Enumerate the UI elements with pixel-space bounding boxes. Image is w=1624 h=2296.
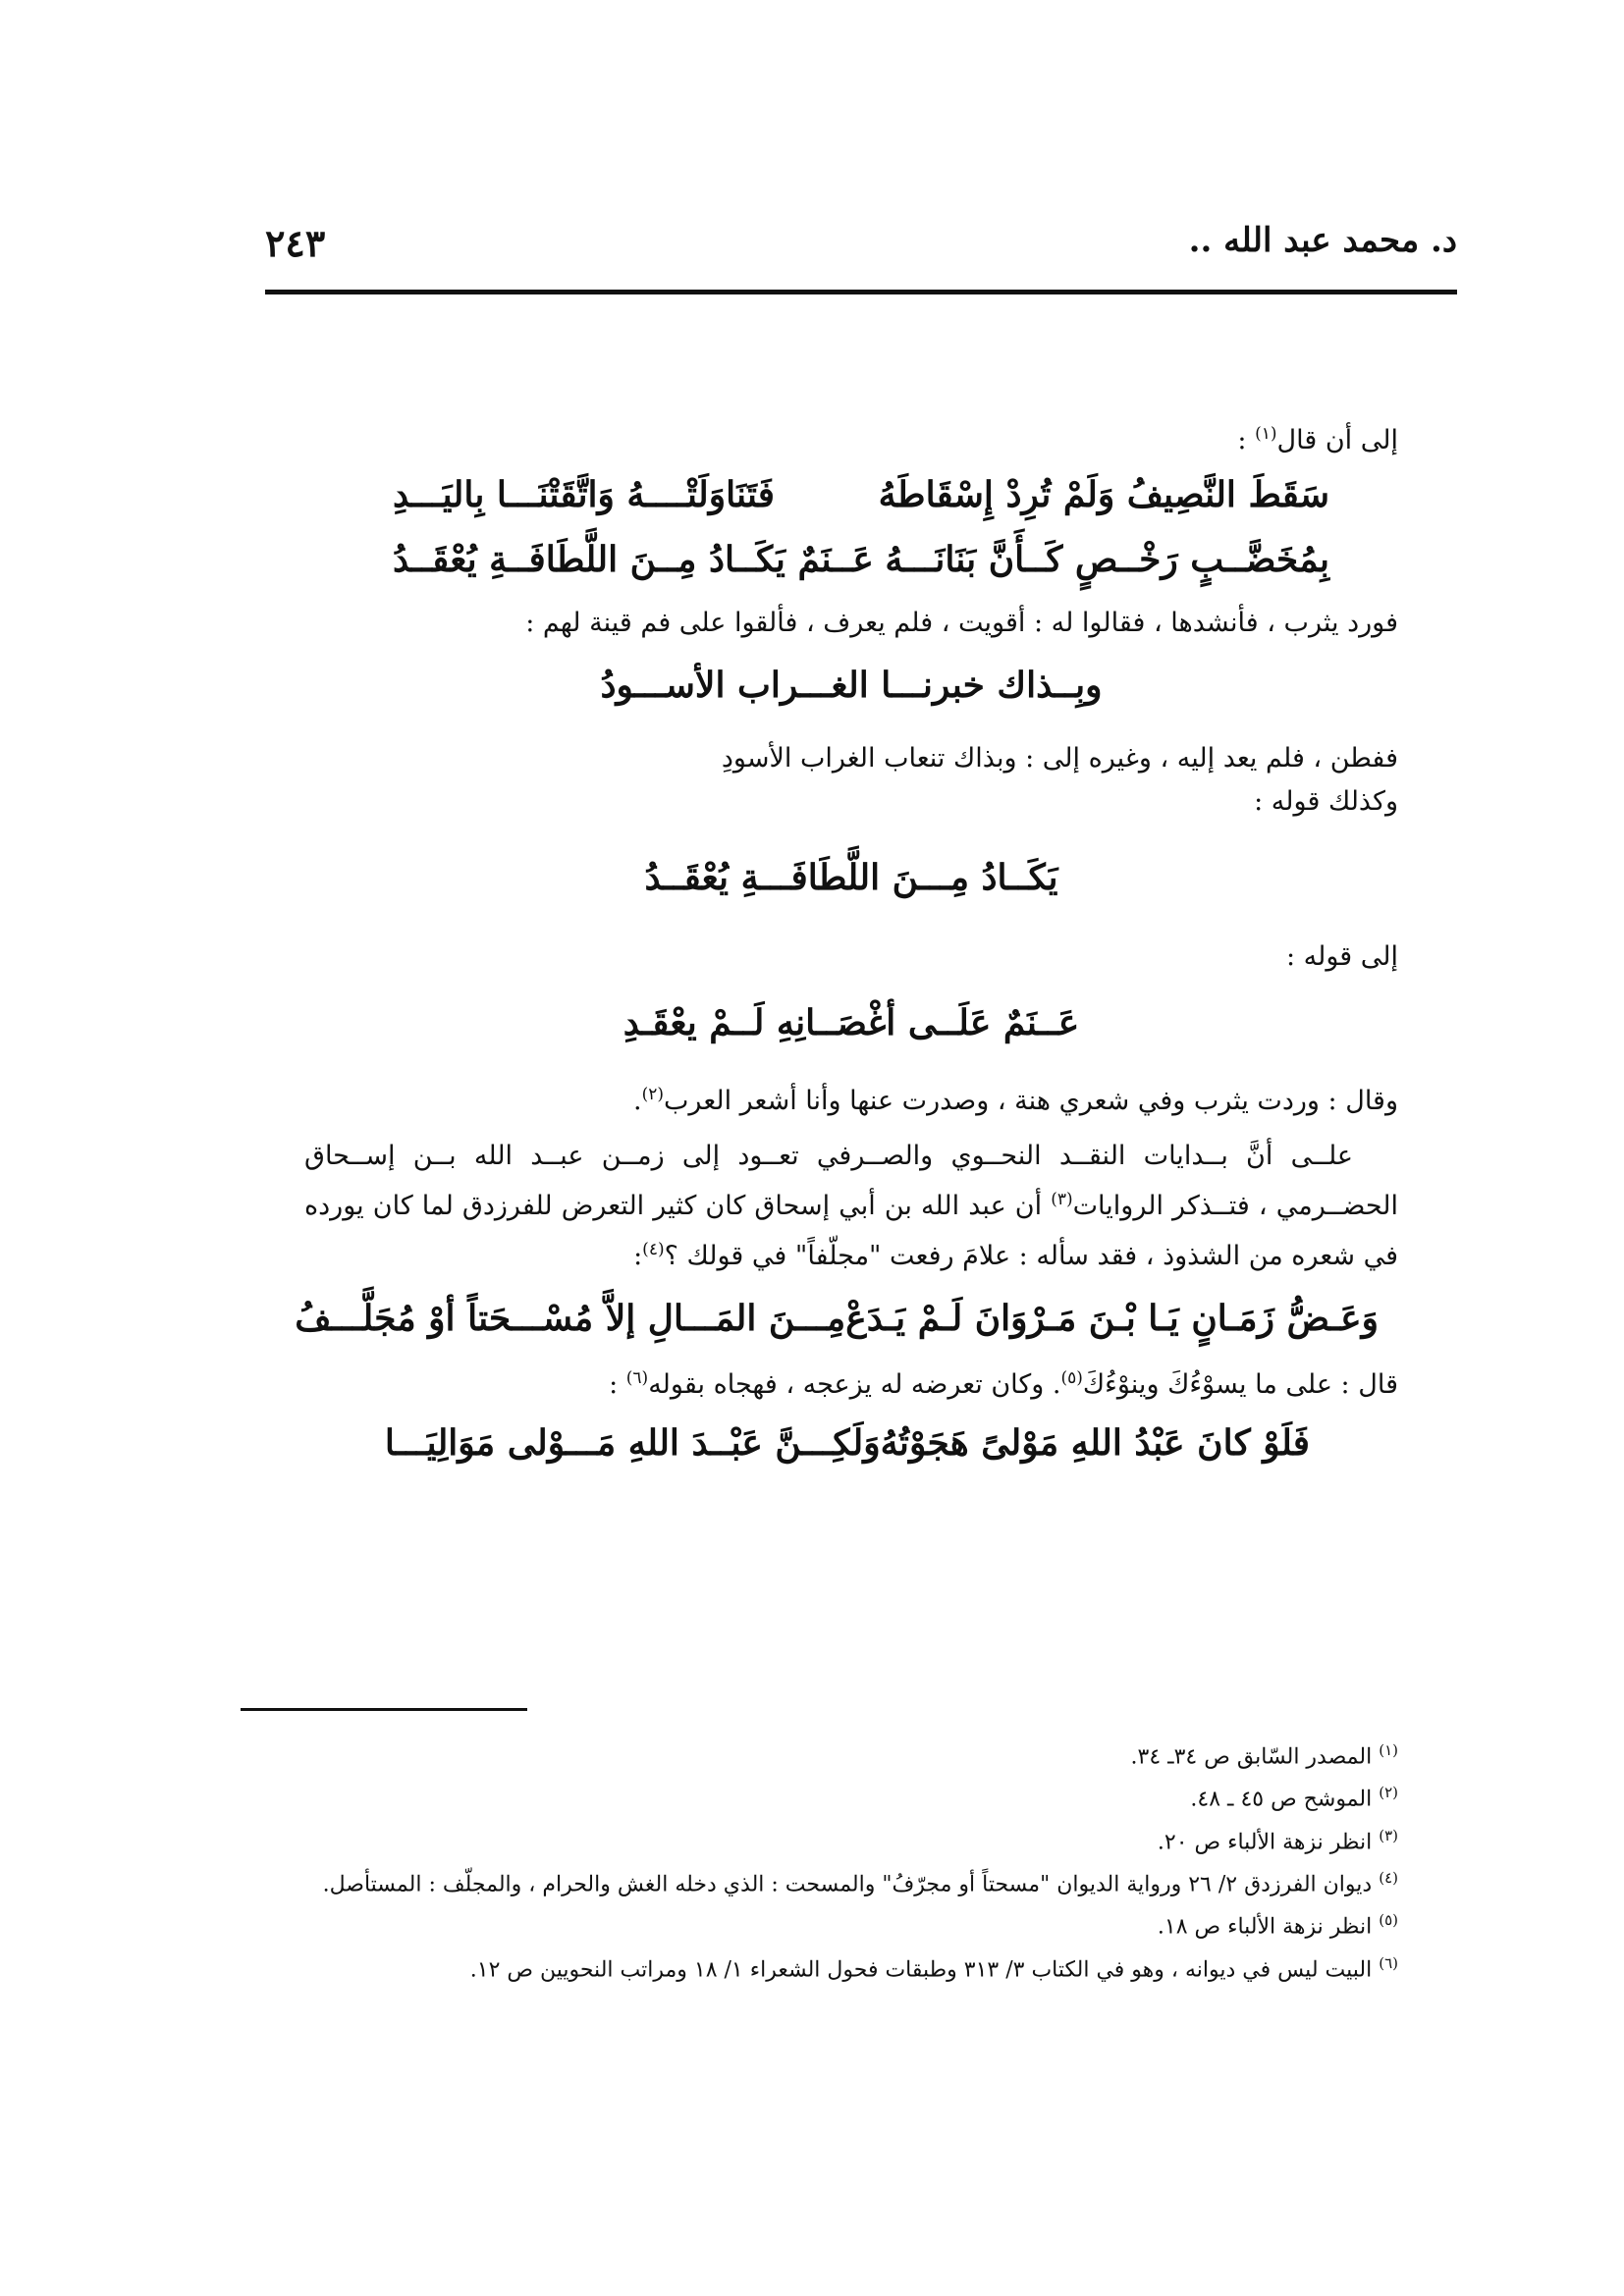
paragraph: ففطن ، فلم يعد إليه ، وغيره إلى : وبذاك تنعاب الغراب الأسودِ	[721, 743, 1398, 774]
verse-center: يَكَــادُ مِـــنَ اللَّطَافَـــةِ يُعْقَــدُ	[644, 857, 1058, 898]
footnote-text: انظر نزهة الألباء ص ١٨.	[1157, 1914, 1373, 1940]
footnotes	[226, 1733, 1398, 1988]
footnote	[226, 1902, 1398, 1945]
footnote-number: (١)	[1379, 1741, 1398, 1759]
verse-line	[295, 1278, 1398, 1357]
running-header	[265, 221, 1457, 294]
verse-line	[304, 527, 1398, 602]
footnote	[226, 1775, 1398, 1817]
verse-hemistich-first: فَلَوْ كانَ عَبْدُ اللهِ مَوْلىً هَجَوْتُهُ	[880, 1422, 1310, 1464]
paragraph	[304, 412, 1398, 462]
verse-hemistich-first: سَقَطَ النَّصِيفُ وَلَمْ تُرِدْ إِسْقَاطَهُ	[878, 474, 1329, 515]
paragraph	[304, 1135, 1398, 1278]
verse-hemistich-second: عَــنَمٌ يَكَــادُ مِــنَ اللَّطَافَــةِ يُعْقَــدُ	[393, 539, 874, 580]
footnote-text: انظر نزهة الألباء ص ٢٠.	[1157, 1829, 1373, 1854]
footnote-ref: (٥)	[1060, 1368, 1083, 1388]
verse-hemistich-second: مِـــنَ المَـــالِ إلاَّ مُسْـــحَتاً أوْ مُجَلَّـــفُ	[295, 1298, 846, 1339]
verse-line	[304, 462, 1398, 527]
paragraph: فورد يثرب ، فأنشدها ، فقالوا له : أقويت ، فلم يعرف ، فألقوا على فم قينة لهم :	[525, 608, 1398, 638]
page-number: ٢٤٣	[265, 221, 326, 265]
verse-hemistich-second: وَلَكِـــنَّ عَبْــدَ اللهِ مَـــوْلى مَوَالِيَـــا	[384, 1422, 881, 1464]
footnote	[226, 1860, 1398, 1902]
footnote	[226, 1818, 1398, 1860]
footnote-ref: (٤)	[642, 1240, 665, 1259]
verse-center: وبِــذاك خبرنـــا الغـــراب الأســـودُ	[600, 665, 1103, 706]
main-text	[295, 412, 1398, 1475]
verse-hemistich-first: وَعَـضُّ زَمَـانٍ يَـا بْـنَ مَـرْوَانَ لَـمْ يَـدَعْ	[845, 1298, 1379, 1339]
text: :	[1237, 425, 1256, 455]
paragraph: وكذلك قوله :	[1254, 786, 1398, 817]
text: :	[609, 1369, 626, 1400]
footnote-number: (٢)	[1379, 1784, 1398, 1802]
text: :	[633, 1241, 643, 1271]
footnote-number: (٥)	[1379, 1911, 1398, 1930]
footnote-ref: (٢)	[641, 1085, 664, 1104]
verse-line	[304, 1407, 1398, 1475]
author-name: د. محمد عبد الله ..	[1188, 221, 1457, 260]
footnote-text: المصدر السّابق ص ٣٤ـ ٣٤.	[1130, 1744, 1373, 1770]
paragraph: إلى قوله :	[1285, 941, 1398, 972]
text: أن عبد الله بن أبي إسحاق كان كثير التعرض للفرزدق لما كان يورده في شعره من الشذوذ ، فقد سأله : علامَ رفعت "مجلّفاً" في قولك ؟	[304, 1191, 1398, 1271]
footnote-ref: (٦)	[625, 1368, 649, 1388]
paragraph	[304, 1357, 1398, 1407]
footnote-text: الموشح ص ٤٥ ـ ٤٨.	[1190, 1787, 1373, 1812]
text: إلى أن قال	[1276, 425, 1398, 455]
footnote	[226, 1733, 1398, 1775]
text: .	[632, 1086, 642, 1116]
footnote-ref: (١)	[1255, 424, 1277, 444]
paragraph	[304, 1073, 1398, 1123]
footnote-number: (٤)	[1379, 1868, 1398, 1887]
verse-center: عَــنَمٌ عَلَــى أغْصَــانِهِ لَــمْ يعْقَـدِ	[623, 1002, 1080, 1043]
verse-hemistich-second: فَتَنَاوَلَتْــــهُ وَاتَّقَتْنَـــا بِاليَـــدِ	[393, 474, 775, 515]
footnote-text: البيت ليس في ديوانه ، وهو في الكتاب ٣/ ٣١٣ وطبقات فحول الشعراء ١/ ١٨ ومراتب النحويين ص ١٢.	[469, 1956, 1373, 1982]
footnote-number: (٣)	[1379, 1826, 1398, 1844]
text: قال : على ما يسوْءُكَ وينوْءُكَ	[1082, 1369, 1398, 1400]
text: وقال : وردت يثرب وفي شعري هنة ، وصدرت عنها وأنا أشعر العرب	[664, 1086, 1398, 1116]
footnote-number: (٦)	[1379, 1953, 1398, 1972]
footnote-text: ديوان الفرزدق ٢/ ٢٦ ورواية الديوان "مسحتاً أو مجرّفُ" والمسحت : الذي دخله الغش والحرام ، والمجلّف : المستأصل.	[322, 1872, 1373, 1897]
verse-hemistich-first: بِمُخَضَّــبٍ رَخْــصٍ كَــأَنَّ بَنَانَـــهُ	[885, 539, 1329, 580]
footnote	[226, 1946, 1398, 1988]
text: . وكان تعرضه له يزعجه ، فهجاه بقوله	[648, 1369, 1061, 1400]
footnote-ref: (٣)	[1051, 1190, 1073, 1209]
text: علــى أنَّ بــدايات النقــد النحــوي والصــرفي تعــود إلى زمــن عبــد الله بــن إســحاق الحضــرمي ، فتــذكر الروايات	[304, 1141, 1398, 1221]
footnote-separator	[241, 1708, 527, 1711]
